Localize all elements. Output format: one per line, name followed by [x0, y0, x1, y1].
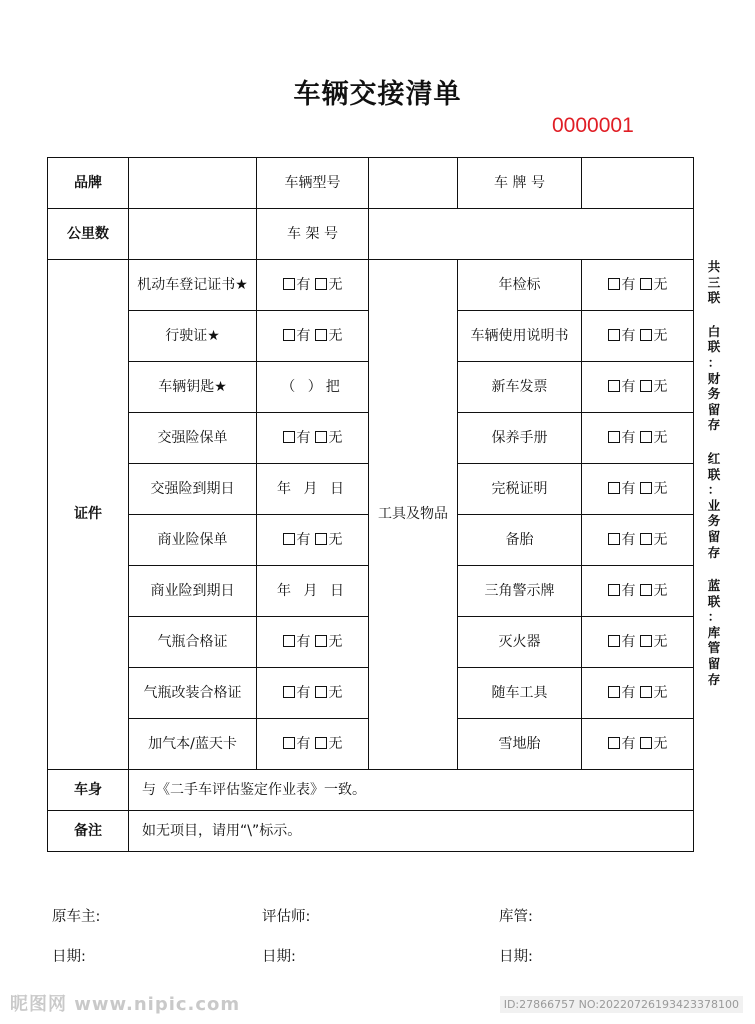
document-item-label: 交强险到期日 — [129, 464, 257, 515]
checkbox-icon[interactable] — [283, 635, 295, 647]
checkbox-icon[interactable] — [640, 737, 652, 749]
checkbox-icon[interactable] — [640, 584, 652, 596]
tool-item-check[interactable] — [582, 668, 694, 719]
document-title: 车辆交接清单 — [293, 79, 462, 110]
checkbox-icon[interactable] — [283, 329, 295, 341]
document-item-label: 加气本/蓝天卡 — [129, 719, 257, 770]
no-option[interactable]: 无 — [640, 430, 668, 446]
document-item-value[interactable]: （ ）把 — [257, 362, 369, 413]
yes-option[interactable]: 有 — [608, 583, 636, 599]
no-option[interactable]: 无 — [315, 277, 343, 293]
checkbox-icon[interactable] — [608, 686, 620, 698]
tool-item-label: 保养手册 — [458, 413, 582, 464]
checkbox-icon[interactable] — [608, 329, 620, 341]
document-item-value[interactable]: 年 月 日 — [257, 464, 369, 515]
document-item-check[interactable] — [257, 719, 369, 770]
tool-item-check[interactable] — [582, 617, 694, 668]
watermark-id: ID:27866757 NO:20220726193423378100 — [500, 996, 743, 1013]
yes-option[interactable]: 有 — [283, 685, 311, 701]
serial-number: 0000001 — [552, 114, 634, 137]
tool-item-label: 灭火器 — [458, 617, 582, 668]
tool-item-check[interactable] — [582, 362, 694, 413]
document-row — [48, 260, 694, 311]
yes-option[interactable]: 有 — [608, 277, 636, 293]
checkbox-icon[interactable] — [315, 635, 327, 647]
yes-option[interactable]: 有 — [283, 328, 311, 344]
checkbox-icon[interactable] — [640, 533, 652, 545]
no-option[interactable]: 无 — [640, 481, 668, 497]
yes-option[interactable]: 有 — [608, 430, 636, 446]
document-item-label: 车辆钥匙★ — [129, 362, 257, 413]
tool-item-label: 完税证明 — [458, 464, 582, 515]
model-label: 车辆型号 — [257, 158, 369, 209]
document-item-label: 行驶证★ — [129, 311, 257, 362]
no-option[interactable]: 无 — [640, 328, 668, 344]
checkbox-icon[interactable] — [315, 431, 327, 443]
document-item-label: 气瓶改装合格证 — [129, 668, 257, 719]
checkbox-icon[interactable] — [608, 482, 620, 494]
checkbox-icon[interactable] — [315, 686, 327, 698]
yes-option[interactable]: 有 — [608, 634, 636, 650]
checkbox-icon[interactable] — [283, 431, 295, 443]
warehouse-signature-label: 库管: — [499, 909, 533, 925]
no-option[interactable]: 无 — [315, 634, 343, 650]
checkbox-icon[interactable] — [640, 329, 652, 341]
header-row-1 — [48, 158, 694, 209]
yes-option[interactable]: 有 — [283, 430, 311, 446]
tool-item-label: 随车工具 — [458, 668, 582, 719]
document-item-label: 商业险保单 — [129, 515, 257, 566]
document-item-check[interactable] — [257, 515, 369, 566]
tool-item-check[interactable] — [582, 566, 694, 617]
no-option[interactable]: 无 — [640, 277, 668, 293]
side-note-white: 白 联 ： 财 务 留 存 — [707, 323, 721, 433]
tool-item-label: 雪地胎 — [458, 719, 582, 770]
checkbox-icon[interactable] — [640, 380, 652, 392]
tools-section-label: 工具及物品 — [369, 260, 458, 770]
document-item-check[interactable] — [257, 617, 369, 668]
checkbox-icon[interactable] — [608, 278, 620, 290]
document-item-value[interactable]: 年 月 日 — [257, 566, 369, 617]
checkbox-icon[interactable] — [640, 686, 652, 698]
yes-option[interactable]: 有 — [608, 532, 636, 548]
no-option[interactable]: 无 — [640, 685, 668, 701]
checkbox-icon[interactable] — [640, 431, 652, 443]
tool-item-check[interactable] — [582, 515, 694, 566]
checkbox-icon[interactable] — [283, 278, 295, 290]
no-option[interactable]: 无 — [315, 685, 343, 701]
checkbox-icon[interactable] — [608, 380, 620, 392]
body-row — [48, 770, 694, 811]
tool-item-check[interactable] — [582, 260, 694, 311]
yes-option[interactable]: 有 — [283, 277, 311, 293]
side-note-blue: 蓝 联 ： 库 管 留 存 — [707, 578, 721, 687]
yes-option[interactable]: 有 — [283, 634, 311, 650]
document-item-label: 商业险到期日 — [129, 566, 257, 617]
checkbox-icon[interactable] — [640, 278, 652, 290]
body-label: 车身 — [48, 770, 129, 811]
checkbox-icon[interactable] — [283, 686, 295, 698]
yes-option[interactable]: 有 — [608, 685, 636, 701]
document-item-label: 气瓶合格证 — [129, 617, 257, 668]
documents-section-label: 证件 — [48, 260, 129, 770]
no-option[interactable]: 无 — [640, 736, 668, 752]
checkbox-icon[interactable] — [608, 431, 620, 443]
model-input[interactable] — [369, 158, 458, 209]
handover-form-table — [47, 157, 694, 852]
document-item-check[interactable] — [257, 668, 369, 719]
warehouse-date-label: 日期: — [499, 949, 533, 965]
tool-item-label: 新车发票 — [458, 362, 582, 413]
owner-date-label: 日期: — [52, 949, 86, 965]
checkbox-icon[interactable] — [315, 737, 327, 749]
plate-input[interactable] — [582, 158, 694, 209]
no-option[interactable]: 无 — [640, 583, 668, 599]
no-option[interactable]: 无 — [315, 328, 343, 344]
tool-item-check[interactable] — [582, 719, 694, 770]
checkbox-icon[interactable] — [283, 737, 295, 749]
vin-input[interactable] — [369, 209, 694, 260]
body-text[interactable]: 与《二手车评估鉴定作业表》一致。 — [129, 770, 694, 811]
no-option[interactable]: 无 — [315, 736, 343, 752]
vin-label: 车 架 号 — [257, 209, 369, 260]
remark-text[interactable]: 如无项目，请用“\”标示。 — [129, 811, 694, 852]
no-option[interactable]: 无 — [315, 430, 343, 446]
appraiser-signature-label: 评估师: — [262, 909, 311, 925]
tool-item-label: 年检标 — [458, 260, 582, 311]
tool-item-label: 备胎 — [458, 515, 582, 566]
tool-item-check[interactable] — [582, 464, 694, 515]
watermark-logo: 昵图网 www.nipic.com — [10, 994, 241, 1015]
side-note-red: 红 联 ： 业 务 留 存 — [707, 450, 721, 560]
document-item-label: 机动车登记证书★ — [129, 260, 257, 311]
document-item-check[interactable] — [257, 260, 369, 311]
document-item-check[interactable] — [257, 311, 369, 362]
checkbox-icon[interactable] — [315, 278, 327, 290]
tool-item-check[interactable] — [582, 413, 694, 464]
checkbox-icon[interactable] — [608, 533, 620, 545]
yes-option[interactable]: 有 — [608, 481, 636, 497]
checkbox-icon[interactable] — [608, 635, 620, 647]
checkbox-icon[interactable] — [640, 635, 652, 647]
mileage-label: 公里数 — [48, 209, 129, 260]
checkbox-icon[interactable] — [640, 482, 652, 494]
yes-option[interactable]: 有 — [608, 736, 636, 752]
plate-label: 车 牌 号 — [458, 158, 582, 209]
checkbox-icon[interactable] — [315, 329, 327, 341]
copy-distribution-note — [707, 259, 721, 687]
yes-option[interactable]: 有 — [608, 328, 636, 344]
checkbox-icon[interactable] — [283, 533, 295, 545]
checkbox-icon[interactable] — [315, 533, 327, 545]
remark-label: 备注 — [48, 811, 129, 852]
tool-item-label: 车辆使用说明书 — [458, 311, 582, 362]
yes-option[interactable]: 有 — [608, 379, 636, 395]
yes-option[interactable]: 有 — [283, 532, 311, 548]
document-item-label: 交强险保单 — [129, 413, 257, 464]
brand-label: 品牌 — [48, 158, 129, 209]
tool-item-label: 三角警示牌 — [458, 566, 582, 617]
no-option[interactable]: 无 — [640, 379, 668, 395]
remark-row — [48, 811, 694, 852]
owner-signature-label: 原车主: — [52, 909, 101, 925]
document-item-check[interactable] — [257, 413, 369, 464]
no-option[interactable]: 无 — [315, 532, 343, 548]
tool-item-check[interactable] — [582, 311, 694, 362]
mileage-input[interactable] — [129, 209, 257, 260]
checkbox-icon[interactable] — [608, 737, 620, 749]
appraiser-date-label: 日期: — [262, 949, 296, 965]
side-note-total: 共 三 联 — [707, 259, 721, 306]
no-option[interactable]: 无 — [640, 634, 668, 650]
header-row-2 — [48, 209, 694, 260]
brand-input[interactable] — [129, 158, 257, 209]
yes-option[interactable]: 有 — [283, 736, 311, 752]
no-option[interactable]: 无 — [640, 532, 668, 548]
checkbox-icon[interactable] — [608, 584, 620, 596]
